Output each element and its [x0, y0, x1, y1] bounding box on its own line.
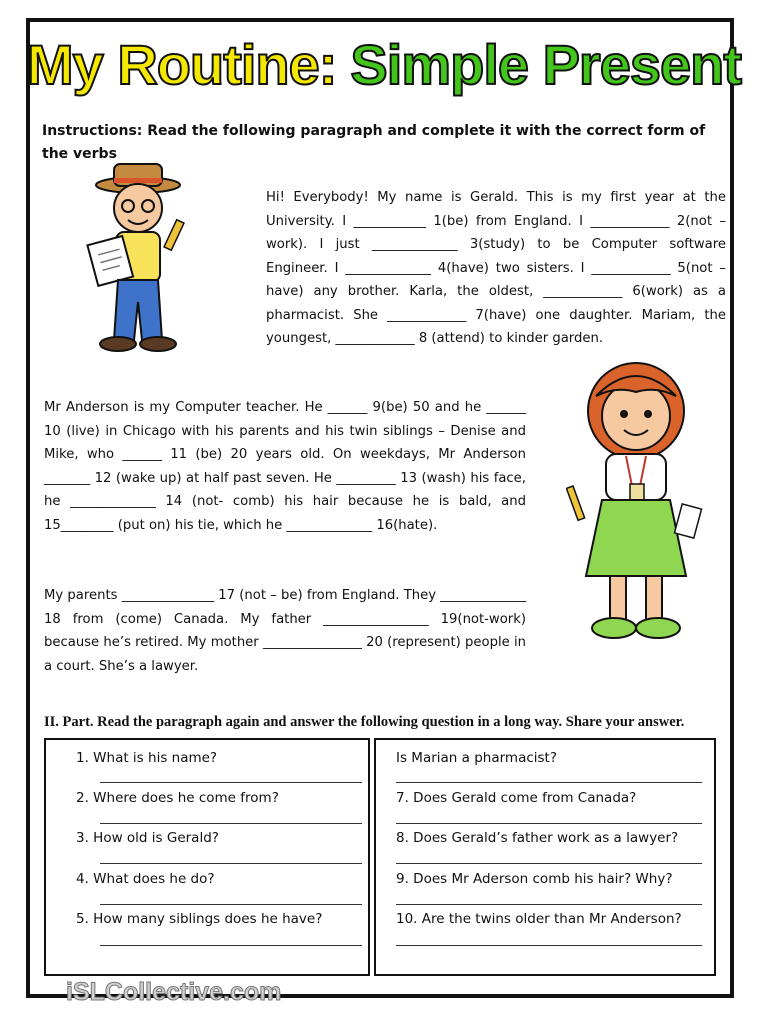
- question-item: 5. How many siblings does he have?: [76, 911, 323, 927]
- answer-line[interactable]: [396, 782, 702, 783]
- question-item: 10. Are the twins older than Mr Anderson?: [396, 911, 682, 927]
- answer-line[interactable]: [100, 823, 362, 824]
- boy-illustration: [78, 160, 198, 355]
- footer-watermark: iSLCollective.com: [66, 978, 282, 1006]
- answer-line[interactable]: [396, 904, 702, 905]
- question-item: 9. Does Mr Aderson comb his hair? Why?: [396, 871, 673, 887]
- worksheet-title: [0, 30, 768, 100]
- answer-line[interactable]: [100, 782, 362, 783]
- question-item: 8. Does Gerald’s father work as a lawyer?: [396, 830, 679, 846]
- question-item: 3. How old is Gerald?: [76, 830, 219, 846]
- title-part1: My Routine:: [26, 33, 337, 96]
- part-two-heading: II. Part. Read the paragraph again and answer the following question in a long way. Share your answer.: [44, 714, 685, 730]
- question-item: 7. Does Gerald come from Canada?: [396, 790, 637, 806]
- questions-box-left: [44, 738, 370, 976]
- answer-line[interactable]: [100, 863, 362, 864]
- questions-box-right: [374, 738, 716, 976]
- question-item: 1. What is his name?: [76, 750, 218, 766]
- girl-illustration: [566, 356, 706, 646]
- answer-line[interactable]: [100, 945, 362, 946]
- answer-line[interactable]: [396, 823, 702, 824]
- paragraph-mr-anderson: Mr Anderson is my Computer teacher. He ______ 9(be) 50 and he ______ 10 (live) in Chicago with his parents and his twin siblings – Denise and Mike, who ______ 11 (be) 20 years old. On weekdays, Mr Anderson _______ 12 (wake up) at half past seven. He _________ 13 (wash) his face, he _____________ 14 (not- comb) his hair because he is bald, and 15________ (put on) his tie, which he _____________ 16(hate).: [44, 400, 526, 533]
- question-item: Is Marian a pharmacist?: [396, 750, 558, 766]
- answer-line[interactable]: [396, 945, 702, 946]
- title-part2: Simple Present: [350, 33, 742, 96]
- question-item: 2. Where does he come from?: [76, 790, 279, 806]
- answer-line[interactable]: [100, 904, 362, 905]
- answer-line[interactable]: [396, 863, 702, 864]
- question-item: 4. What does he do?: [76, 871, 215, 887]
- instructions: Instructions: Read the following paragraph and complete it with the correct form of the verbs: [42, 123, 706, 162]
- paragraph-parents: My parents ______________ 17 (not – be) from England. They _____________ 18 from (come) Canada. My father ________________ 19(not-work) because he’s retired. My mother _______________ 20 (represent) people in a court. She’s a lawyer.: [44, 588, 526, 674]
- paragraph-gerald: Hi! Everybody! My name is Gerald. This is my first year at the University. I ___________ 1(be) from England. I ____________ 2(not – work). I just _____________ 3(study) to be Computer software Engineer. I _____________ 4(have) two sisters. I ____________ 5(not – have) any brother. Karla, the oldest, ____________ 6(work) as a pharmacist. She ____________ 7(have) one daughter. Mariam, the youngest, ____________ 8 (attend) to kinder garden.: [266, 190, 726, 346]
